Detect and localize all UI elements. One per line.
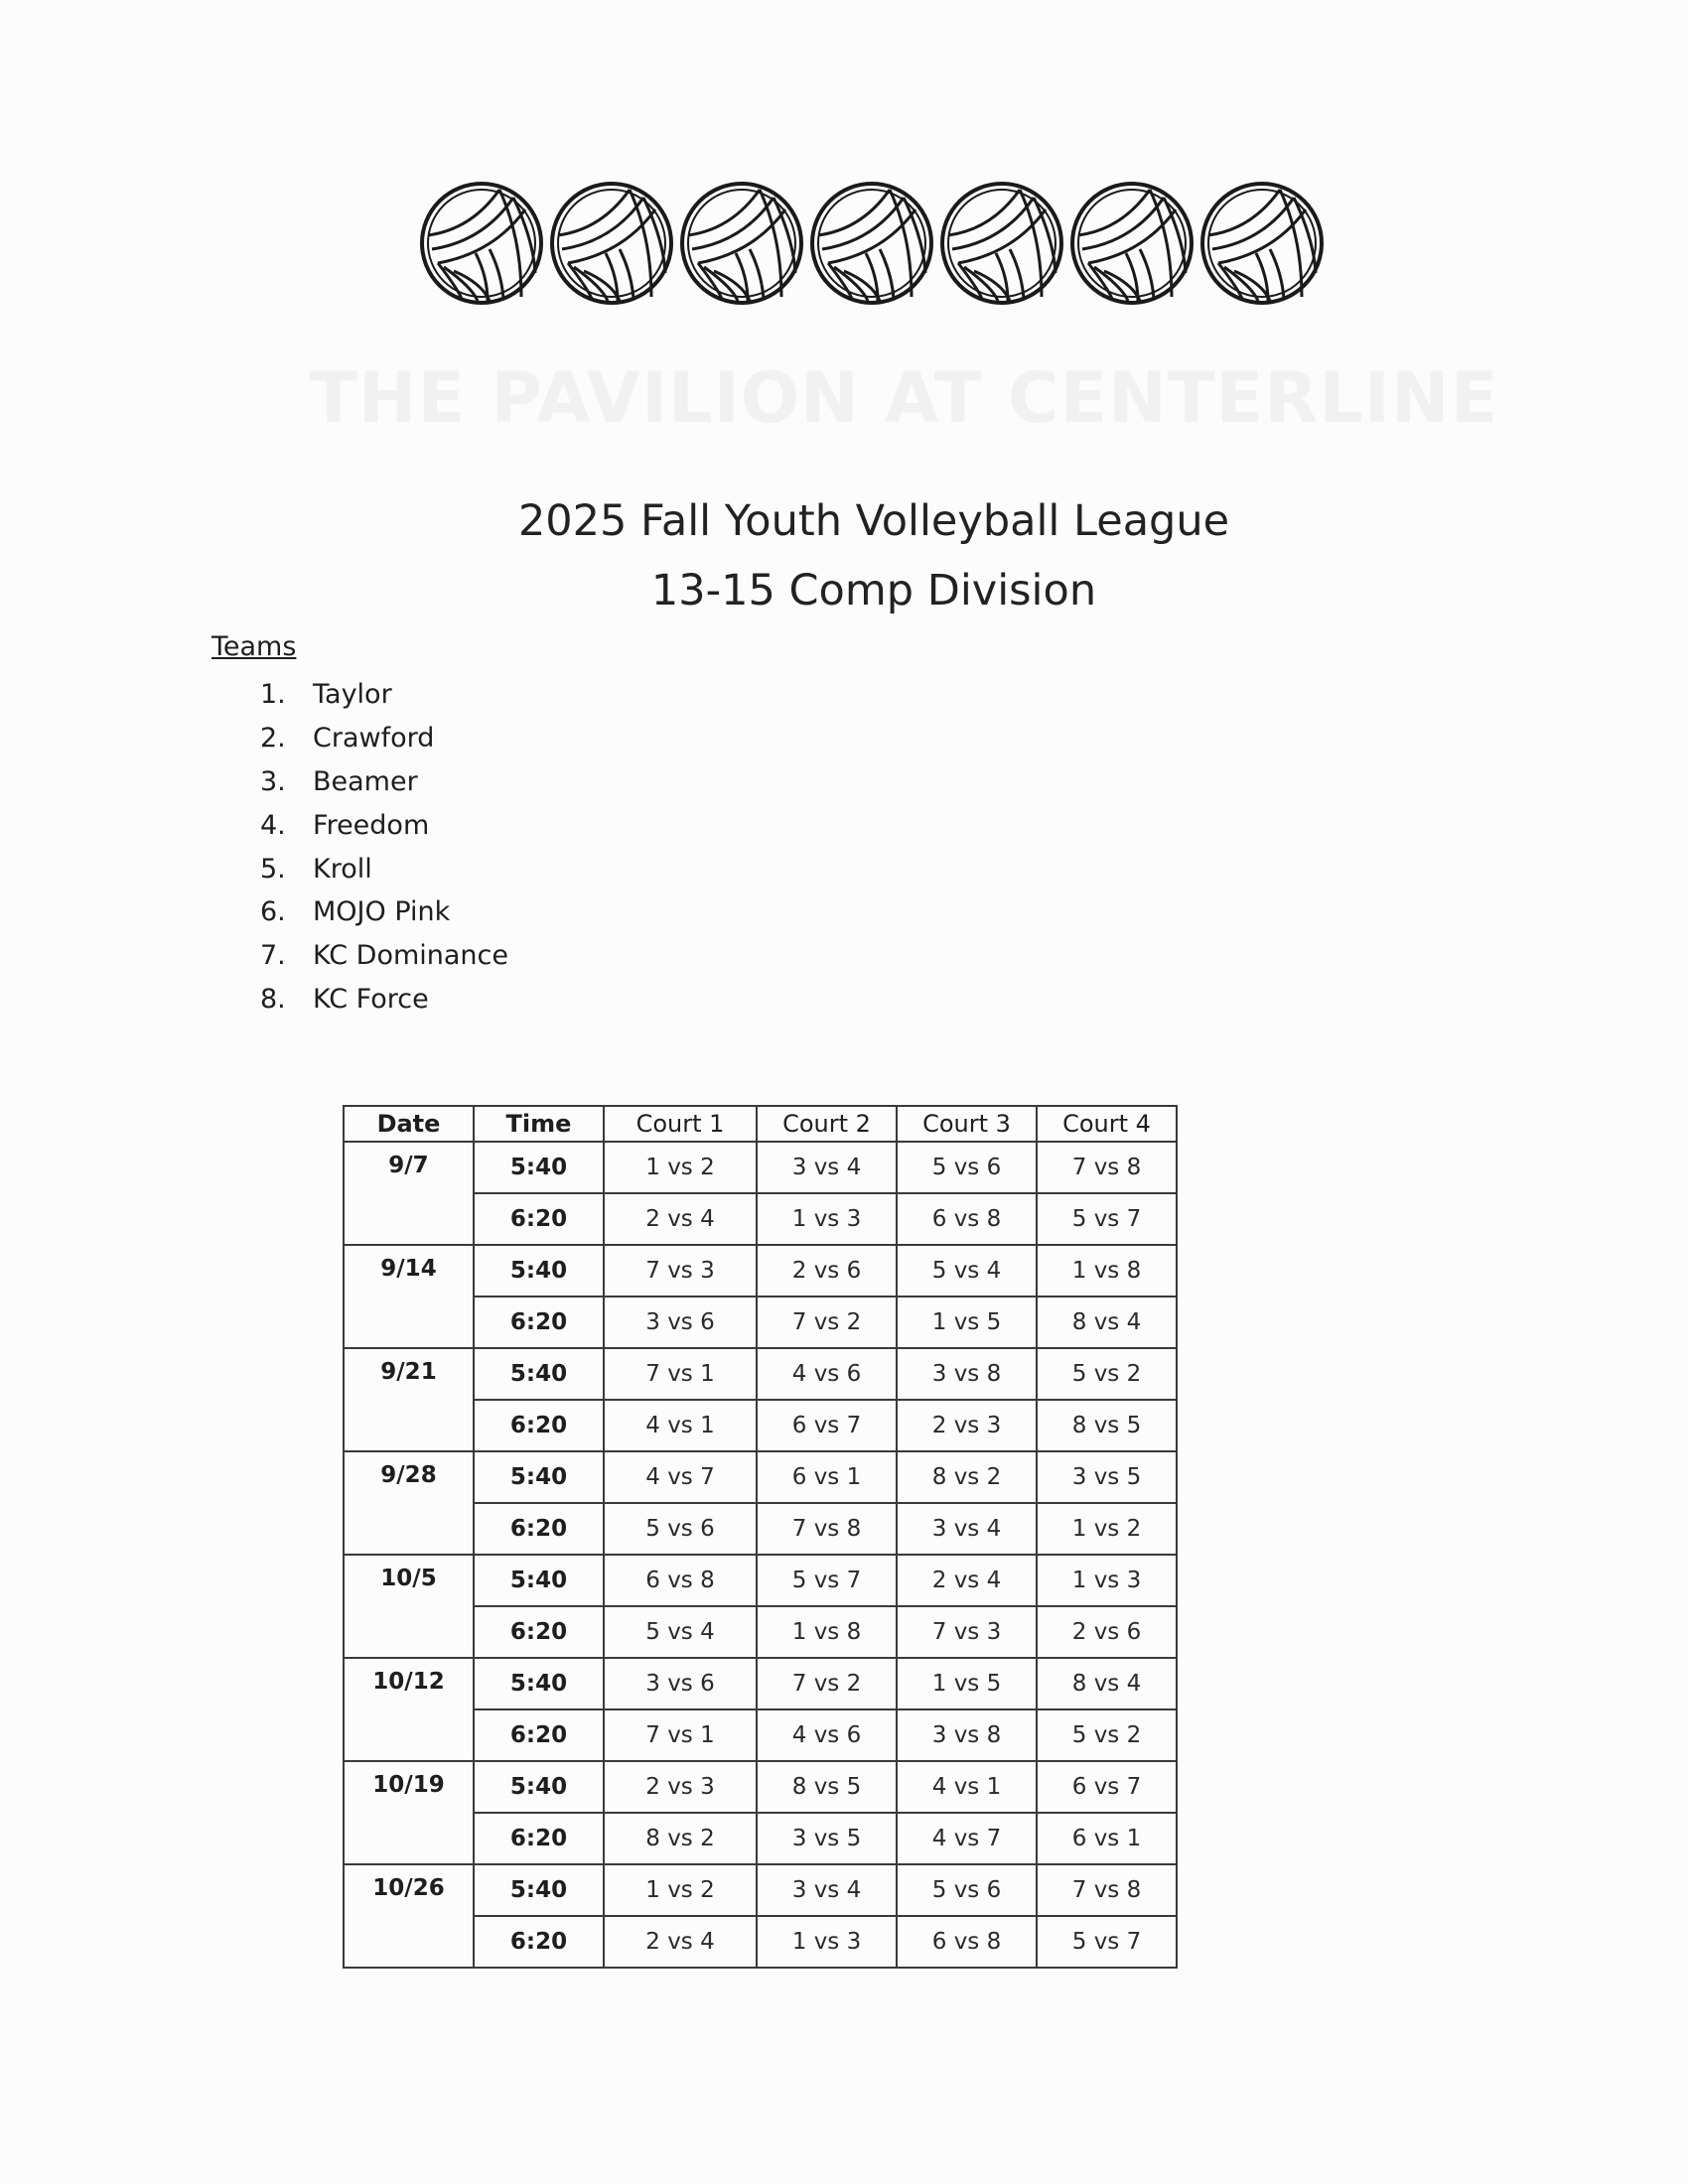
team-name: Crawford	[313, 723, 435, 754]
teams-list	[260, 673, 508, 1021]
match-cell: 5 vs 2	[1037, 1709, 1177, 1761]
match-cell: 7 vs 2	[757, 1297, 897, 1348]
match-cell: 8 vs 2	[604, 1813, 757, 1864]
date-cell: 10/5	[344, 1555, 474, 1658]
time-cell: 6:20	[474, 1606, 604, 1658]
match-cell: 7 vs 3	[604, 1245, 757, 1297]
column-header: Court 3	[897, 1106, 1037, 1142]
match-cell: 4 vs 1	[604, 1400, 757, 1451]
volleyball-banner	[417, 179, 1331, 308]
match-cell: 2 vs 6	[757, 1245, 897, 1297]
venue-watermark: THE PAVILION AT CENTERLINE	[310, 357, 1499, 439]
time-cell: 5:40	[474, 1245, 604, 1297]
column-header: Court 4	[1037, 1106, 1177, 1142]
match-cell: 1 vs 8	[1037, 1245, 1177, 1297]
team-number: 4.	[260, 809, 286, 841]
column-header: Court 1	[604, 1106, 757, 1142]
match-cell: 1 vs 5	[897, 1297, 1037, 1348]
division-title: 13-15 Comp Division	[650, 566, 1097, 615]
match-cell: 7 vs 1	[604, 1709, 757, 1761]
date-cell: 10/12	[344, 1658, 474, 1761]
match-cell: 4 vs 7	[897, 1813, 1037, 1864]
column-header: Time	[474, 1106, 604, 1142]
date-cell: 9/7	[344, 1142, 474, 1245]
team-number: 6.	[260, 896, 286, 928]
table-row	[344, 1245, 1177, 1297]
time-cell: 5:40	[474, 1761, 604, 1813]
time-cell: 6:20	[474, 1400, 604, 1451]
match-cell: 7 vs 1	[604, 1348, 757, 1400]
match-cell: 2 vs 4	[897, 1555, 1037, 1606]
match-cell: 4 vs 6	[757, 1709, 897, 1761]
team-number: 1.	[260, 679, 286, 711]
team-name: KC Dominance	[313, 940, 509, 972]
column-header: Court 2	[757, 1106, 897, 1142]
match-cell: 4 vs 7	[604, 1451, 757, 1503]
volleyball-icon	[552, 184, 671, 303]
match-cell: 8 vs 5	[1037, 1400, 1177, 1451]
date-cell: 9/21	[344, 1348, 474, 1451]
schedule-table	[343, 1105, 1178, 1969]
table-row	[344, 1864, 1177, 1916]
team-number: 7.	[260, 940, 286, 972]
team-name: Freedom	[313, 809, 430, 841]
time-cell: 6:20	[474, 1193, 604, 1245]
match-cell: 4 vs 1	[897, 1761, 1037, 1813]
time-cell: 5:40	[474, 1451, 604, 1503]
team-item	[260, 760, 508, 804]
time-cell: 5:40	[474, 1348, 604, 1400]
match-cell: 3 vs 5	[1037, 1451, 1177, 1503]
match-cell: 2 vs 3	[897, 1400, 1037, 1451]
team-item	[260, 717, 508, 760]
time-cell: 5:40	[474, 1864, 604, 1916]
date-cell: 9/28	[344, 1451, 474, 1555]
team-item	[260, 890, 508, 934]
team-number: 8.	[260, 983, 286, 1015]
match-cell: 1 vs 3	[1037, 1555, 1177, 1606]
match-cell: 2 vs 6	[1037, 1606, 1177, 1658]
match-cell: 1 vs 2	[1037, 1503, 1177, 1555]
match-cell: 7 vs 8	[757, 1503, 897, 1555]
match-cell: 3 vs 8	[897, 1348, 1037, 1400]
team-name: Beamer	[313, 765, 418, 797]
match-cell: 3 vs 4	[757, 1142, 897, 1193]
match-cell: 8 vs 4	[1037, 1297, 1177, 1348]
table-row	[344, 1555, 1177, 1606]
match-cell: 5 vs 7	[1037, 1916, 1177, 1968]
team-number: 3.	[260, 765, 286, 797]
date-cell: 10/19	[344, 1761, 474, 1864]
time-cell: 6:20	[474, 1813, 604, 1864]
match-cell: 2 vs 4	[604, 1193, 757, 1245]
match-cell: 7 vs 2	[757, 1658, 897, 1709]
time-cell: 6:20	[474, 1297, 604, 1348]
match-cell: 5 vs 6	[897, 1864, 1037, 1916]
team-item	[260, 673, 508, 717]
time-cell: 5:40	[474, 1142, 604, 1193]
match-cell: 6 vs 7	[757, 1400, 897, 1451]
table-row	[344, 1761, 1177, 1813]
match-cell: 5 vs 4	[604, 1606, 757, 1658]
time-cell: 5:40	[474, 1658, 604, 1709]
match-cell: 1 vs 5	[897, 1658, 1037, 1709]
match-cell: 5 vs 4	[897, 1245, 1037, 1297]
match-cell: 8 vs 2	[897, 1451, 1037, 1503]
team-name: Kroll	[313, 853, 372, 885]
match-cell: 7 vs 3	[897, 1606, 1037, 1658]
table-row	[344, 1348, 1177, 1400]
table-row	[344, 1142, 1177, 1193]
match-cell: 5 vs 2	[1037, 1348, 1177, 1400]
match-cell: 1 vs 3	[757, 1916, 897, 1968]
match-cell: 1 vs 3	[757, 1193, 897, 1245]
teams-heading: Teams	[211, 631, 297, 662]
team-name: Taylor	[313, 679, 392, 711]
match-cell: 3 vs 6	[604, 1297, 757, 1348]
volleyball-icon	[422, 184, 541, 303]
schedule-section	[343, 1105, 1178, 1969]
match-cell: 2 vs 3	[604, 1761, 757, 1813]
match-cell: 5 vs 6	[897, 1142, 1037, 1193]
match-cell: 3 vs 8	[897, 1709, 1037, 1761]
match-cell: 3 vs 4	[757, 1864, 897, 1916]
match-cell: 7 vs 8	[1037, 1864, 1177, 1916]
match-cell: 4 vs 6	[757, 1348, 897, 1400]
match-cell: 6 vs 8	[897, 1193, 1037, 1245]
volleyball-icon	[1072, 184, 1192, 303]
team-item	[260, 978, 508, 1022]
time-cell: 6:20	[474, 1709, 604, 1761]
match-cell: 1 vs 8	[757, 1606, 897, 1658]
date-cell: 10/26	[344, 1864, 474, 1968]
team-number: 2.	[260, 723, 286, 754]
match-cell: 6 vs 1	[1037, 1813, 1177, 1864]
match-cell: 8 vs 4	[1037, 1658, 1177, 1709]
match-cell: 6 vs 8	[897, 1916, 1037, 1968]
volleyball-icon	[942, 184, 1061, 303]
table-row	[344, 1451, 1177, 1503]
team-number: 5.	[260, 853, 286, 885]
volleyball-icon	[1202, 184, 1322, 303]
match-cell: 5 vs 7	[1037, 1193, 1177, 1245]
match-cell: 5 vs 6	[604, 1503, 757, 1555]
match-cell: 2 vs 4	[604, 1916, 757, 1968]
match-cell: 8 vs 5	[757, 1761, 897, 1813]
match-cell: 3 vs 6	[604, 1658, 757, 1709]
match-cell: 6 vs 7	[1037, 1761, 1177, 1813]
time-cell: 6:20	[474, 1503, 604, 1555]
volleyball-row	[417, 179, 1331, 308]
volleyball-icon	[682, 184, 801, 303]
team-name: MOJO Pink	[313, 896, 451, 928]
match-cell: 1 vs 2	[604, 1864, 757, 1916]
team-item	[260, 934, 508, 978]
table-row	[344, 1658, 1177, 1709]
match-cell: 6 vs 8	[604, 1555, 757, 1606]
time-cell: 6:20	[474, 1916, 604, 1968]
schedule-header-row	[344, 1106, 1177, 1142]
team-item	[260, 803, 508, 847]
match-cell: 7 vs 8	[1037, 1142, 1177, 1193]
match-cell: 6 vs 1	[757, 1451, 897, 1503]
match-cell: 3 vs 5	[757, 1813, 897, 1864]
match-cell: 5 vs 7	[757, 1555, 897, 1606]
league-title: 2025 Fall Youth Volleyball League	[517, 496, 1230, 546]
team-name: KC Force	[313, 983, 429, 1015]
date-cell: 9/14	[344, 1245, 474, 1348]
time-cell: 5:40	[474, 1555, 604, 1606]
match-cell: 3 vs 4	[897, 1503, 1037, 1555]
volleyball-icon	[812, 184, 931, 303]
team-item	[260, 847, 508, 890]
match-cell: 1 vs 2	[604, 1142, 757, 1193]
column-header: Date	[344, 1106, 474, 1142]
